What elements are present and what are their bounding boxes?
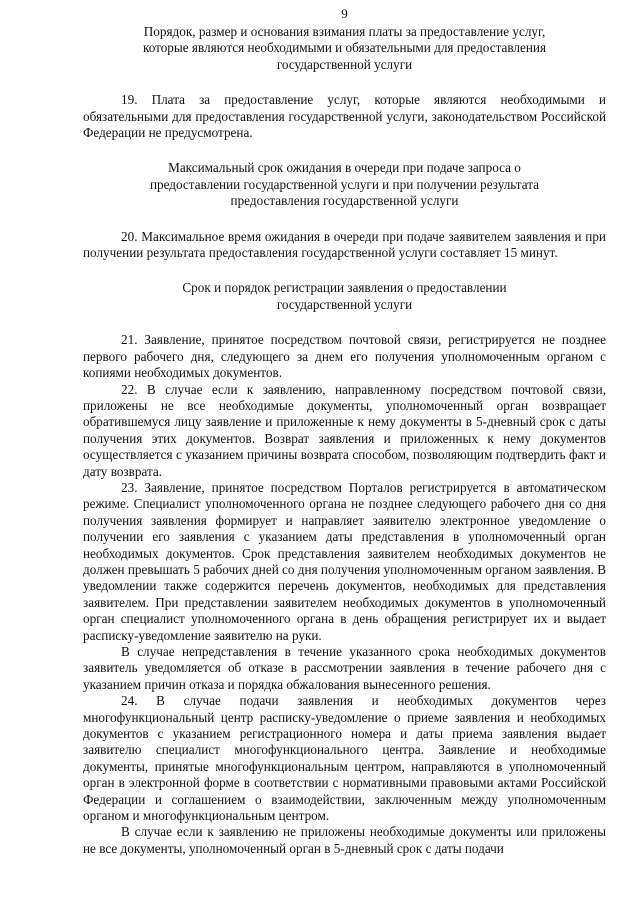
paragraph-21: 21. Заявление, принятое посредством почтовой связи, регистрируется не позднее первого рабочего дня, следующего за днем его получения уполномоченным органом с копиями необходимых документов. (83, 332, 606, 381)
paragraph-23-continued: В случае непредставления в течение указанного срока необходимых документов заявитель уведомляется об отказе в рассмотрении заявления в течение рабочего дня с указанием причин отказа и порядка обжалования вынесенного решения. (83, 644, 606, 692)
paragraph-24: 24. В случае подачи заявления и необходимых документов через многофункциональный центр расписку-уведомление о приеме заявления и необходимых документов с указанием регистрационного номера и даты приема заявления выдает заявителю специалист многофункционального центра. Заявление и необходимые документы, принятые многофункциональным центром, направляются в уполномоченный орган в электронной форме в соответствии с нормативными правовыми актами Российской Федерации и соглашением о взаимодействии, заключенным между уполномоченным органом и многофункциональным центром. (83, 693, 606, 824)
spacer (83, 210, 606, 229)
paragraph-23: 23. Заявление, принятое посредством Порталов регистрируется в автоматическом режиме. Специалист уполномоченного органа не позднее следующего рабочего дня со дня получения заявления формирует и направляет заявителю электронное уведомление о получении его заявления с указанием даты представления в уполномоченный орган необходимых документов. Срок представления заявителем необходимых документов не должен превышать 5 рабочих дней со дня получения уполномоченным органом заявления. В уведомлении также содержится перечень документов, необходимых для представления заявителем. При представлении заявителем необходимых документов в уполномоченный орган специалист уполномоченного органа в день обращения регистрирует их и выдает расписку-уведомление заявителю на руки. (83, 479, 606, 643)
spacer (83, 141, 606, 160)
paragraph-20: 20. Максимальное время ожидания в очереди при подаче заявителем заявления и при получении результата предоставления государственной услуги составляет 15 минут. (83, 228, 606, 261)
section-heading-queue-time: Максимальный срок ожидания в очереди при подаче запроса о предоставлении государственной услуги и при получении результата предоставления государственной услуги (149, 160, 540, 209)
paragraph-19: 19. Плата за предоставление услуг, которые являются необходимыми и обязательными для предоставления государственной услуги, законодательством Российской Федерации не предусмотрена. (83, 92, 606, 141)
spacer (83, 73, 606, 92)
paragraph-22: 22. В случае если к заявлению, направленному посредством почтовой связи, приложены не все необходимые документы, уполномоченный орган возвращает обратившемуся лицу заявление и приложенные к нему документы в 5-дневный срок с даты получения этих документов. Возврат заявления и приложенных к нему документов осуществляется с указанием причины возврата способом, позволяющим подтвердить факт и дату возврата. (83, 381, 606, 479)
document-page (83, 6, 606, 857)
spacer (83, 313, 606, 332)
page-number: 9 (341, 6, 348, 21)
section-heading-registration: Срок и порядок регистрации заявления о предоставлении государственной услуги (182, 280, 507, 312)
paragraph-24-continued: В случае если к заявлению не приложены необходимые документы или приложены не все документы, уполномоченный орган в 5-дневный срок с даты подачи (83, 824, 606, 856)
spacer (83, 261, 606, 280)
section-heading-fees: Порядок, размер и основания взимания платы за предоставление услуг, которые являются необходимыми и обязательными для предоставления государственной услуги (142, 24, 547, 72)
